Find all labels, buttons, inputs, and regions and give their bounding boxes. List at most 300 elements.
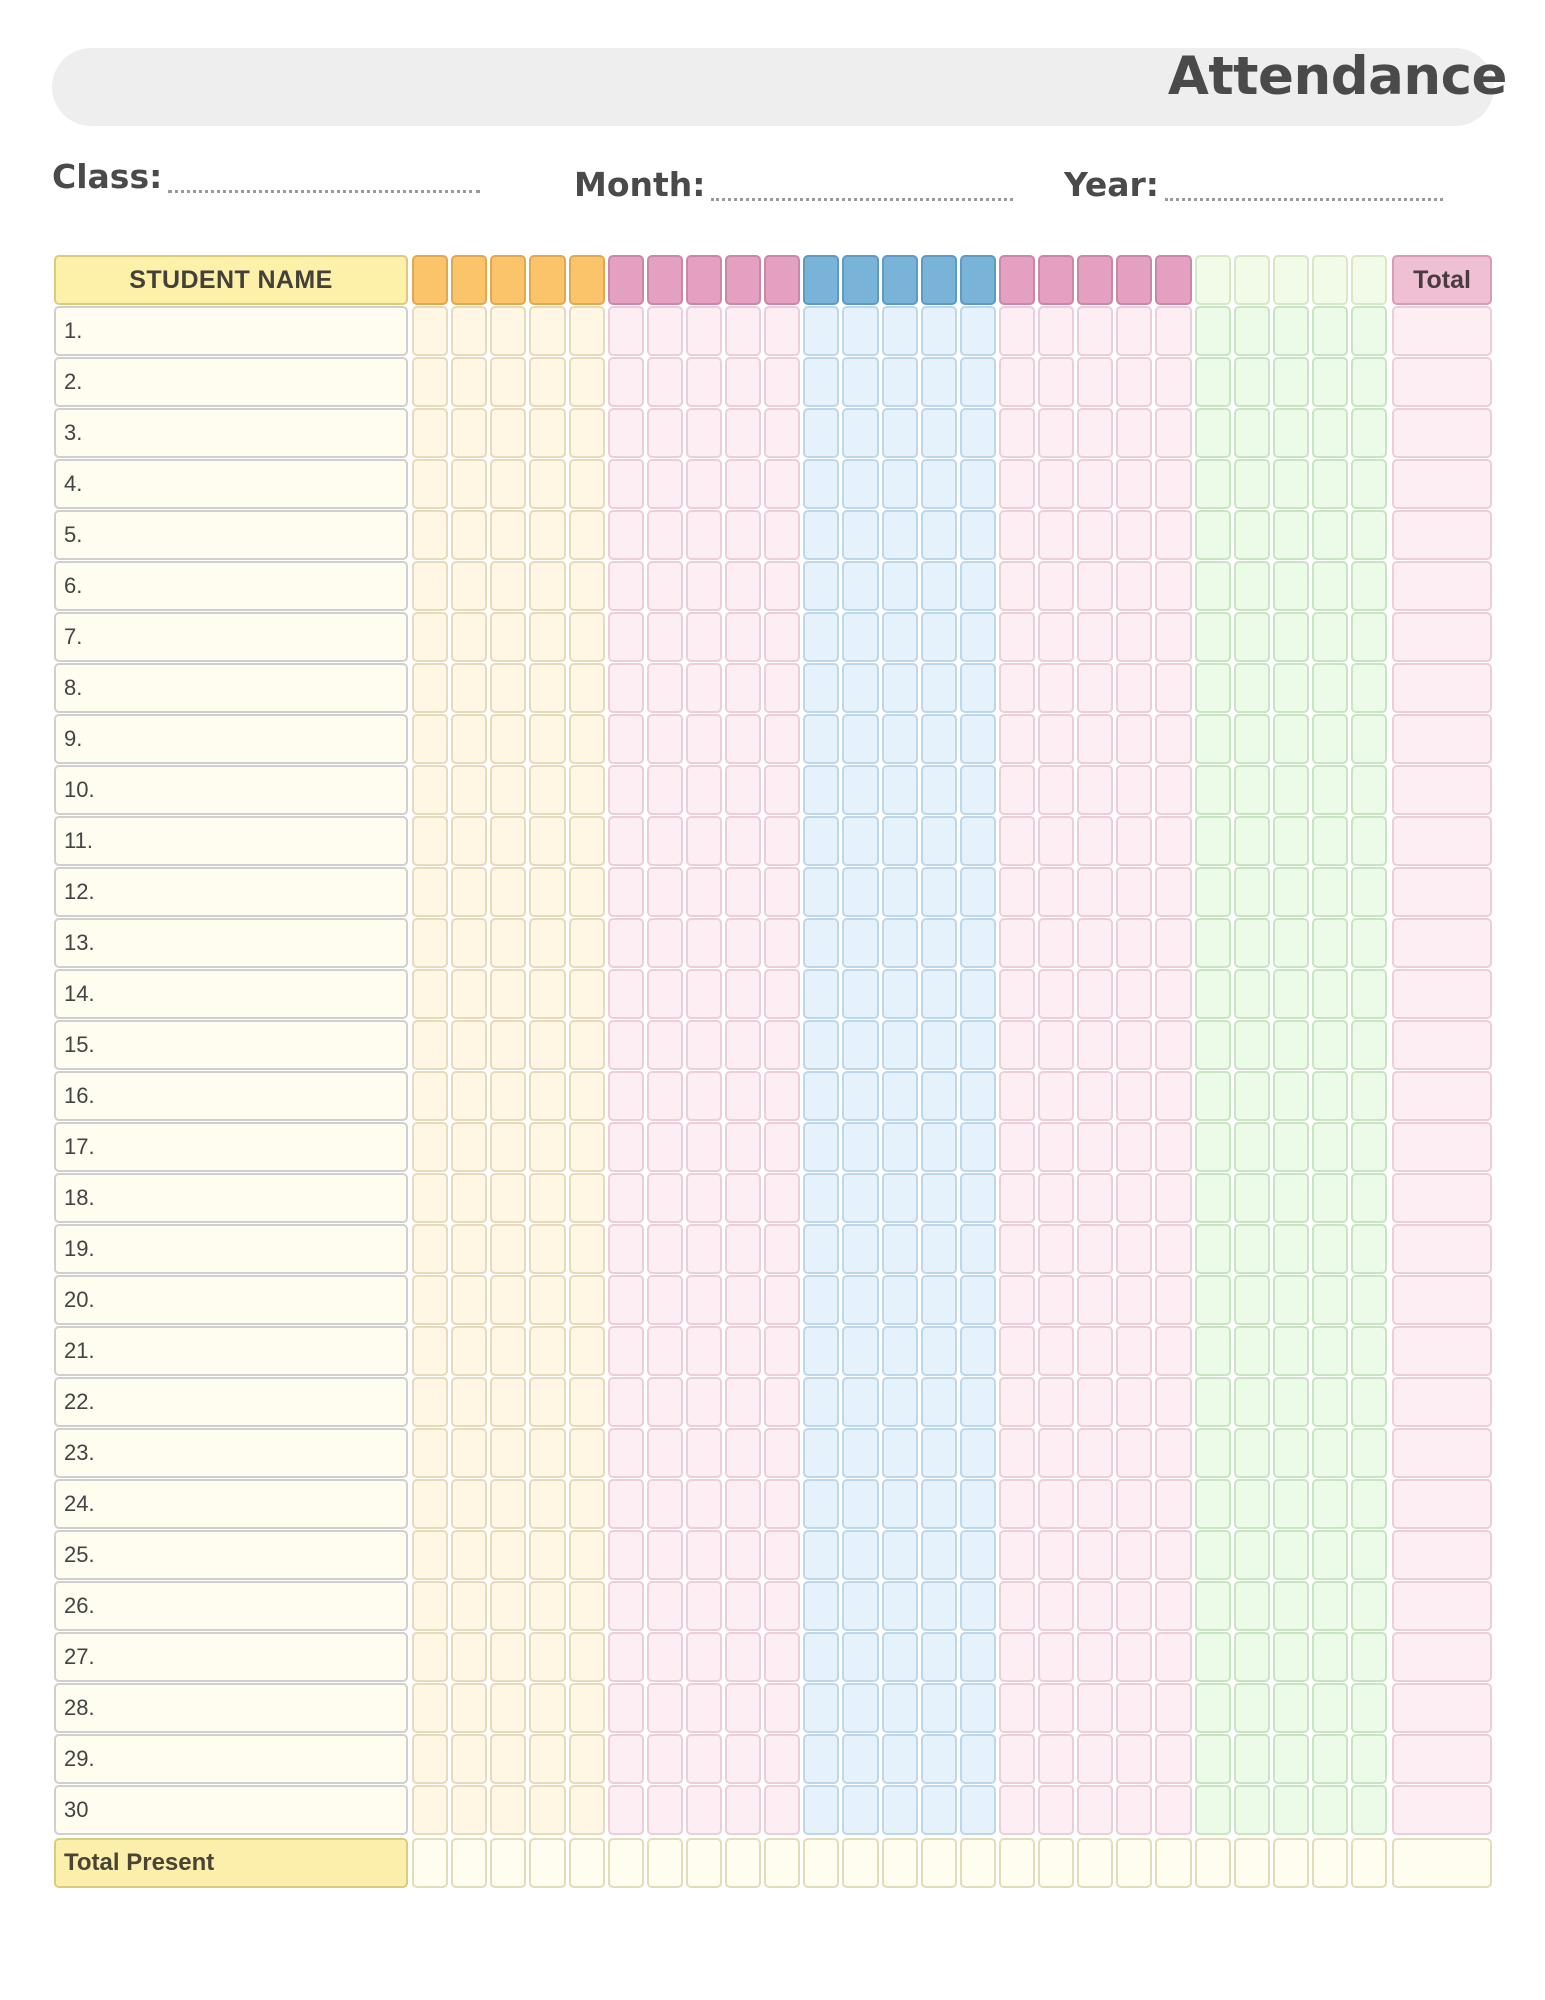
row-total-cell[interactable] <box>1392 1479 1492 1529</box>
student-name-input[interactable]: 2. <box>54 357 408 407</box>
attendance-cell[interactable] <box>686 867 722 917</box>
attendance-cell[interactable] <box>490 1734 526 1784</box>
attendance-cell[interactable] <box>725 408 761 458</box>
attendance-cell[interactable] <box>960 816 996 866</box>
attendance-cell[interactable] <box>451 816 487 866</box>
attendance-cell[interactable] <box>1116 816 1152 866</box>
attendance-cell[interactable] <box>1116 561 1152 611</box>
attendance-cell[interactable] <box>1195 1173 1231 1223</box>
student-name-input[interactable]: 29. <box>54 1734 408 1784</box>
attendance-cell[interactable] <box>529 969 565 1019</box>
student-name-input[interactable]: 16. <box>54 1071 408 1121</box>
attendance-cell[interactable] <box>921 357 957 407</box>
attendance-cell[interactable] <box>1312 714 1348 764</box>
row-total-cell[interactable] <box>1392 1122 1492 1172</box>
student-name-input[interactable]: 23. <box>54 1428 408 1478</box>
attendance-cell[interactable] <box>686 1020 722 1070</box>
attendance-cell[interactable] <box>1155 1275 1191 1325</box>
row-total-cell[interactable] <box>1392 1785 1492 1835</box>
attendance-cell[interactable] <box>1038 1479 1074 1529</box>
attendance-cell[interactable] <box>529 306 565 356</box>
attendance-cell[interactable] <box>999 1632 1035 1682</box>
attendance-cell[interactable] <box>960 1428 996 1478</box>
attendance-cell[interactable] <box>803 663 839 713</box>
attendance-cell[interactable] <box>882 1173 918 1223</box>
attendance-cell[interactable] <box>725 969 761 1019</box>
attendance-cell[interactable] <box>1155 408 1191 458</box>
attendance-cell[interactable] <box>999 1020 1035 1070</box>
attendance-cell[interactable] <box>960 867 996 917</box>
attendance-cell[interactable] <box>1195 663 1231 713</box>
attendance-cell[interactable] <box>960 1632 996 1682</box>
attendance-cell[interactable] <box>1351 1479 1387 1529</box>
attendance-cell[interactable] <box>647 918 683 968</box>
total-present-cell[interactable] <box>764 1838 800 1888</box>
attendance-cell[interactable] <box>608 1173 644 1223</box>
attendance-cell[interactable] <box>1155 1071 1191 1121</box>
attendance-cell[interactable] <box>725 714 761 764</box>
attendance-cell[interactable] <box>882 612 918 662</box>
attendance-cell[interactable] <box>1273 459 1309 509</box>
attendance-cell[interactable] <box>490 510 526 560</box>
attendance-cell[interactable] <box>451 1326 487 1376</box>
attendance-cell[interactable] <box>608 1785 644 1835</box>
attendance-cell[interactable] <box>921 1479 957 1529</box>
attendance-cell[interactable] <box>842 1173 878 1223</box>
attendance-cell[interactable] <box>569 867 605 917</box>
attendance-cell[interactable] <box>1155 1020 1191 1070</box>
attendance-cell[interactable] <box>1312 357 1348 407</box>
attendance-cell[interactable] <box>921 408 957 458</box>
attendance-cell[interactable] <box>1195 1326 1231 1376</box>
row-total-cell[interactable] <box>1392 1020 1492 1070</box>
day-column-header[interactable] <box>451 255 487 305</box>
total-present-cell[interactable] <box>1312 1838 1348 1888</box>
attendance-cell[interactable] <box>1116 408 1152 458</box>
total-present-cell[interactable] <box>1273 1838 1309 1888</box>
attendance-cell[interactable] <box>960 1020 996 1070</box>
attendance-cell[interactable] <box>999 1530 1035 1580</box>
attendance-cell[interactable] <box>764 816 800 866</box>
attendance-cell[interactable] <box>686 459 722 509</box>
attendance-cell[interactable] <box>608 510 644 560</box>
attendance-cell[interactable] <box>1195 1071 1231 1121</box>
attendance-cell[interactable] <box>490 816 526 866</box>
attendance-cell[interactable] <box>725 1071 761 1121</box>
attendance-cell[interactable] <box>999 663 1035 713</box>
row-total-cell[interactable] <box>1392 561 1492 611</box>
attendance-cell[interactable] <box>1155 1377 1191 1427</box>
attendance-cell[interactable] <box>1234 663 1270 713</box>
attendance-cell[interactable] <box>608 1479 644 1529</box>
attendance-cell[interactable] <box>803 765 839 815</box>
attendance-cell[interactable] <box>490 1071 526 1121</box>
attendance-cell[interactable] <box>725 765 761 815</box>
attendance-cell[interactable] <box>1195 1428 1231 1478</box>
day-column-header[interactable] <box>725 255 761 305</box>
row-total-cell[interactable] <box>1392 612 1492 662</box>
attendance-cell[interactable] <box>490 357 526 407</box>
attendance-cell[interactable] <box>529 1377 565 1427</box>
attendance-cell[interactable] <box>1312 1326 1348 1376</box>
student-name-input[interactable]: 28. <box>54 1683 408 1733</box>
attendance-cell[interactable] <box>1155 612 1191 662</box>
day-column-header[interactable] <box>608 255 644 305</box>
day-column-header[interactable] <box>1234 255 1270 305</box>
attendance-cell[interactable] <box>1116 612 1152 662</box>
day-column-header[interactable] <box>1351 255 1387 305</box>
attendance-cell[interactable] <box>1273 1734 1309 1784</box>
attendance-cell[interactable] <box>1077 408 1113 458</box>
attendance-cell[interactable] <box>921 1122 957 1172</box>
total-present-cell[interactable] <box>529 1838 565 1888</box>
attendance-cell[interactable] <box>1234 714 1270 764</box>
attendance-cell[interactable] <box>803 867 839 917</box>
attendance-cell[interactable] <box>725 357 761 407</box>
attendance-cell[interactable] <box>960 765 996 815</box>
attendance-cell[interactable] <box>842 816 878 866</box>
attendance-cell[interactable] <box>1077 1785 1113 1835</box>
attendance-cell[interactable] <box>569 1020 605 1070</box>
attendance-cell[interactable] <box>725 1530 761 1580</box>
attendance-cell[interactable] <box>608 1377 644 1427</box>
attendance-cell[interactable] <box>1273 1122 1309 1172</box>
attendance-cell[interactable] <box>1077 918 1113 968</box>
attendance-cell[interactable] <box>1116 1581 1152 1631</box>
attendance-cell[interactable] <box>608 1071 644 1121</box>
row-total-cell[interactable] <box>1392 816 1492 866</box>
attendance-cell[interactable] <box>608 816 644 866</box>
attendance-cell[interactable] <box>1195 1785 1231 1835</box>
attendance-cell[interactable] <box>1351 969 1387 1019</box>
student-name-input[interactable]: 10. <box>54 765 408 815</box>
attendance-cell[interactable] <box>569 612 605 662</box>
attendance-cell[interactable] <box>882 1632 918 1682</box>
attendance-cell[interactable] <box>1077 1020 1113 1070</box>
attendance-cell[interactable] <box>1116 1530 1152 1580</box>
attendance-cell[interactable] <box>1195 1530 1231 1580</box>
attendance-cell[interactable] <box>1234 561 1270 611</box>
attendance-cell[interactable] <box>960 1581 996 1631</box>
attendance-cell[interactable] <box>451 1581 487 1631</box>
attendance-cell[interactable] <box>882 663 918 713</box>
attendance-cell[interactable] <box>1077 1071 1113 1121</box>
attendance-cell[interactable] <box>569 1173 605 1223</box>
attendance-cell[interactable] <box>725 510 761 560</box>
attendance-cell[interactable] <box>1155 765 1191 815</box>
attendance-cell[interactable] <box>725 1173 761 1223</box>
attendance-cell[interactable] <box>1351 510 1387 560</box>
attendance-cell[interactable] <box>1234 1173 1270 1223</box>
attendance-cell[interactable] <box>686 1530 722 1580</box>
attendance-cell[interactable] <box>1351 1632 1387 1682</box>
attendance-cell[interactable] <box>1195 1122 1231 1172</box>
attendance-cell[interactable] <box>1351 918 1387 968</box>
attendance-cell[interactable] <box>529 918 565 968</box>
attendance-cell[interactable] <box>842 1020 878 1070</box>
attendance-cell[interactable] <box>882 1479 918 1529</box>
attendance-cell[interactable] <box>1273 612 1309 662</box>
attendance-cell[interactable] <box>764 1479 800 1529</box>
total-present-cell[interactable] <box>842 1838 878 1888</box>
attendance-cell[interactable] <box>725 1581 761 1631</box>
row-total-cell[interactable] <box>1392 714 1492 764</box>
row-total-cell[interactable] <box>1392 765 1492 815</box>
attendance-cell[interactable] <box>1038 867 1074 917</box>
attendance-cell[interactable] <box>686 1632 722 1682</box>
attendance-cell[interactable] <box>842 1581 878 1631</box>
attendance-cell[interactable] <box>1155 1428 1191 1478</box>
attendance-cell[interactable] <box>921 1071 957 1121</box>
row-total-cell[interactable] <box>1392 1071 1492 1121</box>
attendance-cell[interactable] <box>451 1173 487 1223</box>
attendance-cell[interactable] <box>569 1326 605 1376</box>
row-total-cell[interactable] <box>1392 663 1492 713</box>
attendance-cell[interactable] <box>529 1683 565 1733</box>
attendance-cell[interactable] <box>647 663 683 713</box>
attendance-cell[interactable] <box>1116 1020 1152 1070</box>
attendance-cell[interactable] <box>451 1632 487 1682</box>
attendance-cell[interactable] <box>1116 1734 1152 1784</box>
attendance-cell[interactable] <box>608 1683 644 1733</box>
attendance-cell[interactable] <box>960 1326 996 1376</box>
attendance-cell[interactable] <box>1077 1377 1113 1427</box>
attendance-cell[interactable] <box>1234 612 1270 662</box>
attendance-cell[interactable] <box>921 612 957 662</box>
attendance-cell[interactable] <box>647 612 683 662</box>
attendance-cell[interactable] <box>1116 1224 1152 1274</box>
attendance-cell[interactable] <box>1351 408 1387 458</box>
attendance-cell[interactable] <box>569 663 605 713</box>
attendance-cell[interactable] <box>960 1683 996 1733</box>
attendance-cell[interactable] <box>960 1530 996 1580</box>
total-present-cell[interactable] <box>412 1838 448 1888</box>
attendance-cell[interactable] <box>608 1428 644 1478</box>
attendance-cell[interactable] <box>1234 1785 1270 1835</box>
attendance-cell[interactable] <box>451 510 487 560</box>
attendance-cell[interactable] <box>725 816 761 866</box>
attendance-cell[interactable] <box>1195 1377 1231 1427</box>
attendance-cell[interactable] <box>999 918 1035 968</box>
attendance-cell[interactable] <box>529 1530 565 1580</box>
student-name-input[interactable]: 5. <box>54 510 408 560</box>
attendance-cell[interactable] <box>490 663 526 713</box>
attendance-cell[interactable] <box>412 1734 448 1784</box>
attendance-cell[interactable] <box>960 561 996 611</box>
attendance-cell[interactable] <box>803 1734 839 1784</box>
attendance-cell[interactable] <box>1116 1173 1152 1223</box>
attendance-cell[interactable] <box>842 1275 878 1325</box>
attendance-cell[interactable] <box>1273 714 1309 764</box>
attendance-cell[interactable] <box>1195 969 1231 1019</box>
attendance-cell[interactable] <box>647 1020 683 1070</box>
student-name-input[interactable]: 21. <box>54 1326 408 1376</box>
attendance-cell[interactable] <box>882 357 918 407</box>
attendance-cell[interactable] <box>882 459 918 509</box>
student-name-input[interactable]: 9. <box>54 714 408 764</box>
attendance-cell[interactable] <box>1116 1683 1152 1733</box>
attendance-cell[interactable] <box>921 459 957 509</box>
attendance-cell[interactable] <box>608 867 644 917</box>
attendance-cell[interactable] <box>1077 561 1113 611</box>
attendance-cell[interactable] <box>569 1785 605 1835</box>
attendance-cell[interactable] <box>882 816 918 866</box>
attendance-cell[interactable] <box>1038 408 1074 458</box>
attendance-cell[interactable] <box>960 459 996 509</box>
attendance-cell[interactable] <box>647 714 683 764</box>
total-present-cell[interactable] <box>921 1838 957 1888</box>
attendance-cell[interactable] <box>1155 969 1191 1019</box>
attendance-cell[interactable] <box>921 306 957 356</box>
attendance-cell[interactable] <box>842 1530 878 1580</box>
attendance-cell[interactable] <box>882 867 918 917</box>
attendance-cell[interactable] <box>1312 1683 1348 1733</box>
attendance-cell[interactable] <box>490 1224 526 1274</box>
attendance-cell[interactable] <box>529 1632 565 1682</box>
total-present-cell[interactable] <box>647 1838 683 1888</box>
attendance-cell[interactable] <box>999 1683 1035 1733</box>
attendance-cell[interactable] <box>1312 1734 1348 1784</box>
attendance-cell[interactable] <box>725 306 761 356</box>
attendance-cell[interactable] <box>569 714 605 764</box>
attendance-cell[interactable] <box>1273 1173 1309 1223</box>
attendance-cell[interactable] <box>842 1224 878 1274</box>
attendance-cell[interactable] <box>1077 1326 1113 1376</box>
attendance-cell[interactable] <box>803 918 839 968</box>
attendance-cell[interactable] <box>921 969 957 1019</box>
attendance-cell[interactable] <box>842 1683 878 1733</box>
attendance-cell[interactable] <box>608 306 644 356</box>
attendance-cell[interactable] <box>1312 918 1348 968</box>
attendance-cell[interactable] <box>1077 1122 1113 1172</box>
attendance-cell[interactable] <box>529 816 565 866</box>
student-name-input[interactable]: 4. <box>54 459 408 509</box>
attendance-cell[interactable] <box>451 918 487 968</box>
attendance-cell[interactable] <box>686 1377 722 1427</box>
attendance-cell[interactable] <box>647 1428 683 1478</box>
attendance-cell[interactable] <box>686 1326 722 1376</box>
attendance-cell[interactable] <box>1116 918 1152 968</box>
attendance-cell[interactable] <box>1038 1785 1074 1835</box>
attendance-cell[interactable] <box>999 1479 1035 1529</box>
attendance-cell[interactable] <box>1312 1071 1348 1121</box>
attendance-cell[interactable] <box>1116 1479 1152 1529</box>
attendance-cell[interactable] <box>1351 765 1387 815</box>
attendance-cell[interactable] <box>1038 1734 1074 1784</box>
attendance-cell[interactable] <box>1351 816 1387 866</box>
attendance-cell[interactable] <box>686 663 722 713</box>
total-present-cell[interactable] <box>686 1838 722 1888</box>
attendance-cell[interactable] <box>842 612 878 662</box>
attendance-cell[interactable] <box>764 1275 800 1325</box>
attendance-cell[interactable] <box>1038 1428 1074 1478</box>
attendance-cell[interactable] <box>412 357 448 407</box>
attendance-cell[interactable] <box>1234 1632 1270 1682</box>
attendance-cell[interactable] <box>1155 1326 1191 1376</box>
attendance-cell[interactable] <box>647 1632 683 1682</box>
attendance-cell[interactable] <box>608 408 644 458</box>
attendance-cell[interactable] <box>842 1734 878 1784</box>
attendance-cell[interactable] <box>1116 357 1152 407</box>
attendance-cell[interactable] <box>999 714 1035 764</box>
total-present-cell[interactable] <box>490 1838 526 1888</box>
attendance-cell[interactable] <box>412 1020 448 1070</box>
attendance-cell[interactable] <box>803 1632 839 1682</box>
attendance-cell[interactable] <box>412 1122 448 1172</box>
attendance-cell[interactable] <box>490 1632 526 1682</box>
attendance-cell[interactable] <box>764 1377 800 1427</box>
attendance-cell[interactable] <box>529 1020 565 1070</box>
attendance-cell[interactable] <box>1038 1020 1074 1070</box>
row-total-cell[interactable] <box>1392 510 1492 560</box>
attendance-cell[interactable] <box>999 357 1035 407</box>
attendance-cell[interactable] <box>1273 1071 1309 1121</box>
attendance-cell[interactable] <box>1234 816 1270 866</box>
attendance-cell[interactable] <box>764 867 800 917</box>
attendance-cell[interactable] <box>960 510 996 560</box>
attendance-cell[interactable] <box>1038 1581 1074 1631</box>
attendance-cell[interactable] <box>725 459 761 509</box>
attendance-cell[interactable] <box>842 1632 878 1682</box>
total-present-cell[interactable] <box>569 1838 605 1888</box>
day-column-header[interactable] <box>882 255 918 305</box>
attendance-cell[interactable] <box>1038 1530 1074 1580</box>
attendance-cell[interactable] <box>1351 1122 1387 1172</box>
attendance-cell[interactable] <box>569 1275 605 1325</box>
attendance-cell[interactable] <box>1273 1479 1309 1529</box>
attendance-cell[interactable] <box>1234 1224 1270 1274</box>
attendance-cell[interactable] <box>1234 1581 1270 1631</box>
total-present-cell[interactable] <box>803 1838 839 1888</box>
attendance-cell[interactable] <box>725 1479 761 1529</box>
attendance-cell[interactable] <box>569 765 605 815</box>
attendance-cell[interactable] <box>842 1785 878 1835</box>
attendance-cell[interactable] <box>1077 1734 1113 1784</box>
attendance-cell[interactable] <box>529 1428 565 1478</box>
attendance-cell[interactable] <box>1155 1734 1191 1784</box>
attendance-cell[interactable] <box>647 408 683 458</box>
day-column-header[interactable] <box>647 255 683 305</box>
attendance-cell[interactable] <box>725 1683 761 1733</box>
attendance-cell[interactable] <box>1351 867 1387 917</box>
attendance-cell[interactable] <box>1312 408 1348 458</box>
row-total-cell[interactable] <box>1392 1734 1492 1784</box>
attendance-cell[interactable] <box>608 663 644 713</box>
student-name-input[interactable]: 7. <box>54 612 408 662</box>
row-total-cell[interactable] <box>1392 1326 1492 1376</box>
attendance-cell[interactable] <box>1351 1785 1387 1835</box>
attendance-cell[interactable] <box>1234 969 1270 1019</box>
attendance-cell[interactable] <box>1195 561 1231 611</box>
day-column-header[interactable] <box>921 255 957 305</box>
attendance-cell[interactable] <box>529 1581 565 1631</box>
attendance-cell[interactable] <box>1312 459 1348 509</box>
attendance-cell[interactable] <box>882 510 918 560</box>
attendance-cell[interactable] <box>803 1020 839 1070</box>
row-total-cell[interactable] <box>1392 1428 1492 1478</box>
attendance-cell[interactable] <box>1077 816 1113 866</box>
attendance-cell[interactable] <box>960 663 996 713</box>
attendance-cell[interactable] <box>1038 1377 1074 1427</box>
attendance-cell[interactable] <box>529 1224 565 1274</box>
attendance-cell[interactable] <box>842 1428 878 1478</box>
attendance-cell[interactable] <box>686 306 722 356</box>
attendance-cell[interactable] <box>529 1326 565 1376</box>
student-name-input[interactable]: 25. <box>54 1530 408 1580</box>
attendance-cell[interactable] <box>647 1173 683 1223</box>
attendance-cell[interactable] <box>803 816 839 866</box>
attendance-cell[interactable] <box>1155 1479 1191 1529</box>
